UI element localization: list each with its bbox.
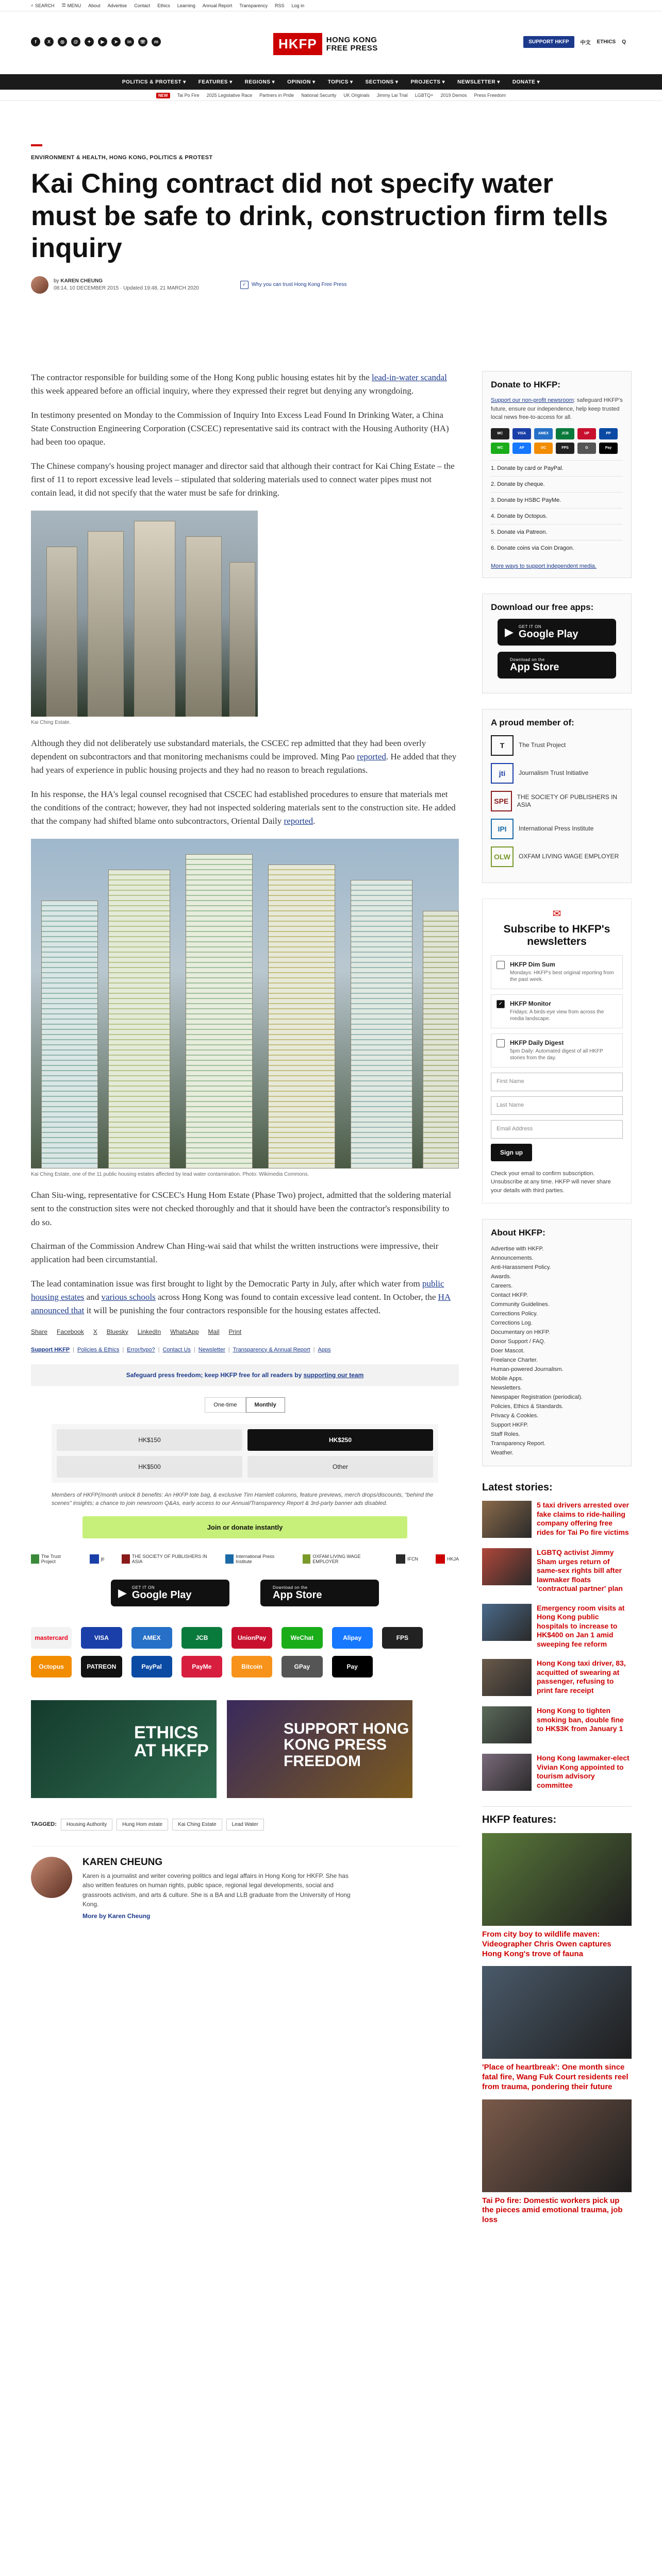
newsletter-desc: Mondays: HKFP's best original reporting from the past week. [510,970,614,982]
threads-icon[interactable]: @ [71,37,80,46]
about-link[interactable]: Privacy & Cookies. [491,1413,539,1419]
feature-image [482,2099,632,2192]
trust-logo[interactable]: jti [90,1554,105,1564]
newsletter-option[interactable] [491,1033,623,1067]
trending-item[interactable]: 2025 Legislative Race [206,93,253,98]
donate-method-link[interactable]: 6. Donate coins via Coin Dragon. [491,540,623,556]
search-icon: ⌕ [31,3,34,8]
share-link[interactable]: X [93,1328,97,1335]
nav-item[interactable]: POLITICS & PROTEST ▾ [122,79,186,85]
member-benefits: Members of HKFP(/month unlock 8 benefits: An HKFP tote bag, & exclusive Tim Hamlett columns, feature previews, merch drops/discounts, "behind the scenes" insights; a chance to join newsroom Q&As, early access to our Annual/Transparency Report & 3rd-party banner ads disabled. [52,1492,434,1507]
support-newsroom-link[interactable]: Support our non-profit newsroom [491,397,574,403]
support-link[interactable]: Policies & Ethics [77,1346,120,1353]
kicker-bar [31,144,42,146]
nav-item[interactable]: OPINION ▾ [287,79,316,85]
mingpao-link[interactable]: reported [357,752,386,762]
about-link[interactable]: About [88,3,101,8]
about-box [482,1219,632,1466]
header-search-icon[interactable]: Q [622,39,626,45]
x-icon[interactable]: X [44,37,54,46]
signup-button[interactable]: Sign up [491,1144,532,1161]
latest-thumbnail [482,1548,532,1585]
photo-kai-ching-estate [31,511,258,717]
tag-link[interactable]: Hung Hom estate [117,1819,168,1831]
trending-item[interactable]: LGBTQ+ [415,93,434,98]
about-link[interactable]: Advertise with HKFP. [491,1246,544,1252]
trust-icon: ✓ [240,281,249,289]
features-box [482,1806,632,2225]
gpay-icon: G [577,443,596,454]
newsletter-checkbox[interactable] [496,961,505,969]
member-logo: SPE [491,791,512,811]
latest-thumbnail [482,1706,532,1743]
contact-link[interactable]: Contact [134,3,151,8]
trust-logo-mark [396,1554,405,1564]
feature-image [482,1966,632,2059]
latest-story[interactable] [482,1754,632,1791]
latest-headline: Emergency room visits at Hong Kong public hospitals to increase to HK$400 on Jan 1 amid sweeping fee reform [537,1603,625,1648]
latest-story[interactable] [482,1501,632,1538]
amount-option-selected[interactable]: HK$250 [247,1429,433,1451]
join-donate-button[interactable]: Join or donate instantly [82,1516,407,1538]
about-link[interactable]: Doer Mascot. [491,1348,525,1354]
about-link[interactable]: Awards. [491,1274,511,1280]
newsletter-desc: 5pm Daily: Automated digest of all HKFP stories from the day. [510,1048,603,1061]
trust-logo-mark [225,1554,234,1564]
first-name-field[interactable]: First Name [491,1073,623,1091]
author-avatar[interactable] [31,276,48,294]
latest-story[interactable] [482,1604,632,1649]
tag-link[interactable]: Kai Ching Estate [172,1819,222,1831]
newsletter-note: Check your email to confirm subscription. Unsubscribe at any time. HKFP will never share your details with third parties. [491,1170,611,1194]
ethics-header-link[interactable]: ETHICS [597,39,616,45]
payment-logo: UnionPay [231,1627,272,1649]
about-link[interactable]: Weather. [491,1450,514,1456]
nav-item[interactable]: DONATE ▾ [512,79,540,85]
trending-item[interactable]: Jimmy Lai Trial [376,93,408,98]
about-link[interactable]: Documentary on HKFP. [491,1329,550,1335]
payment-logo: mastercard [31,1627,72,1649]
supporting-team-link[interactable]: supporting our team [303,1371,364,1379]
author-photo[interactable] [31,1857,72,1898]
trending-item[interactable]: Partners in Pride [259,93,294,98]
amount-other[interactable]: Other [247,1456,433,1478]
payment-logo: Bitcoin [231,1656,272,1677]
photo-caption: Kai Ching Estate. [31,719,71,725]
trust-logo[interactable]: International Press Institute [225,1554,285,1564]
latest-headline: 5 taxi drivers arrested over fake claims to ride-hailing company offering free rides for Tai Po fire victims [537,1501,629,1536]
youtube-icon[interactable]: ▶ [98,37,107,46]
share-link[interactable]: LinkedIn [137,1328,161,1335]
about-link[interactable]: Freelance Charter. [491,1357,538,1363]
latest-story[interactable] [482,1548,632,1594]
trending-nav [0,90,662,101]
learning-link[interactable]: Learning [177,3,195,8]
newsletter-title: Subscribe to HKFP's newsletters [503,923,610,947]
paragraph: Although they did not deliberately use substandard materials, the CSCEC rep admitted that they had been overly dependent on subcontractors and that monitoring mechanisms could be improved. Ming Pao reported. He added that they had years of experience in public housing projects and they had no reason to breach regulations. [31,738,457,775]
share-link[interactable]: Mail [208,1328,220,1335]
support-link[interactable]: Apps [318,1346,331,1353]
google-play-badge[interactable]: ▶ GET IT ON Google Play [111,1580,229,1606]
rss-link[interactable]: RSS [275,3,285,8]
support-link[interactable]: Newsletter [198,1346,225,1353]
share-link[interactable]: Bluesky [106,1328,128,1335]
newsletter-title: HKFP Dim Sum [510,960,555,968]
payment-logo: FPS [382,1627,423,1649]
about-link[interactable]: Corrections Policy. [491,1311,538,1317]
paypal-icon: PP [599,428,618,439]
paragraph: Chairman of the Commission Andrew Chan Hing-wai said that whilst the written instructions were impressive, their application had been circumstantial. [31,1241,439,1265]
paragraph: In testimony presented on Monday to the Commission of Inquiry Into Excess Lead Found In Drinking Water, a China State Construction Engineering Corporation (CSCEC) representative said its contract with the Housing Authority (HA) had been too opaque. [31,410,449,447]
member-logo: jti [491,763,514,784]
nav-item[interactable]: PROJECTS ▾ [410,79,445,85]
article-category[interactable]: ENVIRONMENT & HEALTH, HONG KONG, POLITICS & PROTEST [31,155,213,161]
byline: by KAREN CHEUNG 08:14, 10 DECEMBER 2015 · Updated 19:48, 21 MARCH 2020 ✓ Why you can trust Hong Kong Free Press [31,276,629,294]
member-name: THE SOCIETY OF PUBLISHERS IN ASIA [517,793,618,808]
login-link[interactable]: Log in [291,3,305,8]
wechat-icon: WC [491,443,509,454]
payment-logo: PATREON [81,1656,122,1677]
paragraph: Chan Siu-wing, representative for CSCEC's Hung Hom Estate (Phase Two) project, admitted that the soldering material sent to the construction sites were not checked thoroughly and that it should have been the contractor's responsibility to do so. [31,1190,452,1227]
oriental-daily-link[interactable]: reported [284,816,313,826]
payment-methods [31,1627,423,1677]
newsletter-box [482,899,632,1204]
member-logo: OLW [491,846,514,867]
tag-link[interactable]: Housing Authority [61,1819,112,1831]
apps-title: Download our free apps: [491,602,594,612]
last-name-field[interactable]: Last Name [491,1096,623,1115]
payment-logo: Octopus [31,1656,72,1677]
article-title: Kai Ching contract did not specify water must be safe to drink, construction firm tells inquiry [31,168,608,264]
about-link[interactable]: Mobile Apps. [491,1376,523,1382]
tag-list [31,1819,459,1831]
social-links [31,37,161,46]
alipay-icon: AP [512,443,531,454]
nav-item[interactable]: FEATURES ▾ [198,79,233,85]
separator: | [228,1346,230,1353]
member-name: Journalism Trust Initiative [519,769,589,777]
member-org[interactable] [491,846,623,867]
author-box [31,1846,459,1920]
paragraph: The contractor responsible for building some of the Hong Kong public housing estates hit by the lead-in-water scandal this week appeared before an official inquiry, where they expressed their regret but denying any wrongdoing. [31,372,447,396]
donate-method-link[interactable]: 2. Donate by cheque. [491,476,623,492]
trending-item[interactable]: UK Originals [343,93,370,98]
latest-story[interactable] [482,1706,632,1743]
about-link[interactable]: Policies, Ethics & Standards. [491,1403,564,1410]
annual-report-link[interactable]: Annual Report [202,3,233,8]
safeguard-banner: Safeguard press freedom; keep HKFP free for all readers by supporting our team [31,1364,459,1386]
donate-method-link[interactable]: 4. Donate by Octopus. [491,508,623,524]
latest-thumbnail [482,1604,532,1641]
separator: | [313,1346,315,1353]
about-link[interactable]: Careers. [491,1283,513,1289]
linkedin-icon[interactable]: in [125,37,134,46]
amex-icon: AMEX [534,428,553,439]
about-link[interactable]: Donor Support / FAQ. [491,1338,545,1345]
latest-headline: Hong Kong lawmaker-elect Vivian Kong appointed to tourism advisory committee [537,1754,630,1789]
about-link[interactable]: Support HKFP. [491,1422,528,1428]
trending-item[interactable]: 2019 Demos [440,93,467,98]
donate-method-link[interactable]: 1. Donate by card or PayPal. [491,460,623,476]
app-store-badge[interactable]: Download on the App Store [498,652,616,679]
paragraph: In his response, the HA's legal counsel recognised that CSCEC had established procedures to ensure that materials met the conditions of the contract; however, they had not inspected soldering materials sent to the construction site. He added that the company had shifted blame onto subcontractors, Oriental Daily reported. [31,789,456,826]
site-logo[interactable] [273,33,378,55]
trust-logo-mark [122,1554,130,1564]
member-name: International Press Institute [519,825,594,833]
feature-image [482,1833,632,1926]
whatsapp-icon[interactable]: ☏ [138,37,147,46]
feature-story[interactable] [482,1966,632,2092]
trending-item[interactable]: Press Freedom [474,93,506,98]
lead-scandal-link[interactable]: lead-in-water scandal [371,372,447,382]
transparency-link[interactable]: Transparency [239,3,268,8]
freq-one-time[interactable]: One-time [205,1397,245,1413]
apps-box [482,594,632,693]
advertise-link[interactable]: Advertise [107,3,127,8]
freq-monthly[interactable]: Monthly [246,1397,285,1413]
donate-text: Support our non-profit newsroom: safeguard HKFP's future, ensure our independence, help keep trusted local news free-to-access for all. [491,397,623,420]
payment-logo: Pay [332,1656,373,1677]
unionpay-icon: UP [577,428,596,439]
main-nav [0,74,662,90]
ethics-banner[interactable]: ETHICS AT HKFP [31,1700,217,1798]
article-header [31,144,629,294]
newsletter-title: HKFP Daily Digest [510,1039,564,1046]
member-org[interactable] [491,791,623,811]
support-hkfp-button[interactable]: SUPPORT HKFP [523,36,574,48]
article-body [31,371,459,1920]
payment-logo: Alipay [332,1627,373,1649]
about-link[interactable]: Announcements. [491,1255,534,1261]
trending-item[interactable]: National Security [301,93,337,98]
visa-icon: VISA [512,428,531,439]
lang-zh-link[interactable]: 中文 [580,40,591,46]
about-link[interactable]: Corrections Log. [491,1320,533,1326]
donate-box [482,371,632,578]
google-play-badge[interactable]: ▶ GET IT ON Google Play [498,619,616,646]
about-link[interactable]: Contact HKFP. [491,1292,528,1298]
instagram-icon[interactable]: ◎ [58,37,67,46]
logo-wordmark: HONG KONG FREE PRESS [326,35,378,53]
member-logo: IPI [491,819,514,839]
newsletter-desc: Fridays: A birds-eye view from across the media landscape. [510,1009,604,1022]
photo-caption: Kai Ching Estate, one of the 11 public housing estates affected by lead water contamination. Photo: Wikimedia Commons. [31,1171,309,1177]
separator: | [122,1346,124,1353]
support-link[interactable]: Error/typo? [127,1346,155,1353]
payment-logo: VISA [81,1627,122,1649]
octopus-icon: OC [534,443,553,454]
google-play-icon: ▶ [505,625,514,638]
frequency-toggle [31,1397,459,1413]
ethics-link[interactable]: Ethics [157,3,170,8]
share-link[interactable]: Print [228,1328,242,1335]
trust-logo[interactable]: OXFAM LIVING WAGE EMPLOYER [303,1554,378,1564]
support-press-freedom-banner[interactable]: SUPPORT HONG KONG PRESS FREEDOM [227,1700,412,1798]
about-link[interactable]: Community Guidelines. [491,1301,550,1308]
feature-headline: From city boy to wildlife maven: Videographer Chris Owen captures Hong Kong's trove of fauna [482,1930,611,1958]
newsletter-title: HKFP Monitor [510,999,551,1007]
member-name: The Trust Project [519,741,566,749]
telegram-icon[interactable]: ➤ [111,37,121,46]
nav-item[interactable]: TOPICS ▾ [327,79,353,85]
utility-bar [0,0,662,11]
features-title: HKFP features: [482,1806,632,1826]
jcb-icon: JCB [556,428,574,439]
trust-logos-row [31,1554,459,1564]
latest-thumbnail [482,1501,532,1538]
member-logo: T [491,735,514,756]
trust-logo[interactable]: THE SOCIETY OF PUBLISHERS IN ASIA [122,1554,208,1564]
payment-logo: PayMe [181,1656,222,1677]
article-dateline: 08:14, 10 DECEMBER 2015 · Updated 19:48, 21 MARCH 2020 [54,285,199,292]
promo-banners [31,1700,459,1798]
newsletter-option[interactable] [491,994,623,1028]
more-by-author-link[interactable]: More by Karen Cheung [82,1912,151,1920]
applepay-icon: Pay [599,443,618,454]
latest-title: Latest stories: [482,1482,553,1493]
tagged-label: TAGGED: [31,1821,57,1828]
about-link[interactable]: Anti-Harassment Policy. [491,1264,551,1270]
member-box [482,709,632,883]
share-link[interactable]: Facebook [57,1328,84,1335]
feature-headline: 'Place of heartbreak': One month since fatal fire, Wang Fuk Court residents reel from trauma, pondering their future [482,2063,628,2091]
payment-logo: PayPal [131,1656,172,1677]
nav-item[interactable]: SECTIONS ▾ [365,79,399,85]
support-link[interactable]: Transparency & Annual Report [233,1346,310,1353]
payment-logo: JCB [181,1627,222,1649]
sidebar [482,371,632,2225]
email-field[interactable]: Email Address [491,1120,623,1139]
apps-row [31,1580,459,1606]
member-org[interactable] [491,763,623,784]
trust-logo-mark [90,1554,99,1564]
latest-thumbnail [482,1659,532,1696]
payment-logo: GPay [282,1656,322,1677]
app-store-badge[interactable]: Download on the App Store [260,1580,379,1606]
menu-link[interactable]: ☰ MENU [61,3,81,8]
nav-item[interactable]: NEWSLETTER ▾ [457,79,500,85]
about-link[interactable]: Newsletters. [491,1385,522,1391]
separator: | [158,1346,160,1353]
logo-mark: HKFP [273,33,322,55]
payment-logo: WeChat [282,1627,322,1649]
support-link[interactable]: Contact Us [162,1346,191,1353]
share-label: Share [31,1328,48,1335]
tag-link[interactable]: Lead Water [226,1819,264,1831]
share-links [31,1328,459,1335]
author-bio: Karen is a journalist and writer covering politics and legal affairs in Hong Kong for HKFP. She has also written features on human rights, public space, regional legal developments, social and grassroots activism, and arts & culture. She is a BA and LLB graduate from the University of Hong Kong. [82,1872,351,1908]
amount-option[interactable]: HK$500 [57,1456,242,1478]
menu-icon: ☰ [61,3,66,8]
trending-item[interactable]: Tai Po Fire [177,93,200,98]
about-link[interactable]: Staff Roles. [491,1431,520,1437]
google-play-icon: ▶ [118,1586,127,1599]
mastercard-icon: MC [491,428,509,439]
donate-title: Donate to HKFP: [491,380,561,389]
newsletter-checkbox[interactable]: ✓ [496,1000,505,1008]
about-title: About HKFP: [491,1228,545,1238]
feature-headline: Tai Po fire: Domestic workers pick up the pieces amid emotional trauma, job loss [482,2196,623,2224]
latest-headline: LGBTQ activist Jimmy Sham urges return of same-sex rights bill after lawmaker floats 'contractual partner' plan [537,1548,623,1592]
member-org[interactable] [491,819,623,839]
ha-announcement-link[interactable]: HA announced that [31,1292,451,1316]
search-link[interactable]: ⌕ SEARCH [31,3,55,8]
paragraph: The lead contamination issue was first brought to light by the Democratic Party in July, after which water from public housing estates and various schools across Hong Kong was found to contain excessive lead content. In October, the HA announced that it will be punishing the four contractors responsible for the housing estates affected. [31,1278,451,1316]
trust-logo[interactable]: HKJA [436,1554,459,1564]
payment-logo: AMEX [131,1627,172,1649]
envelope-icon: ✉ [552,908,561,920]
support-link[interactable]: Support HKFP [31,1346,70,1353]
about-link[interactable]: Human-powered Journalism. [491,1366,564,1372]
donate-payment-icons [491,428,623,454]
facebook-icon[interactable]: f [31,37,40,46]
new-badge: NEW [156,93,170,98]
photo-kai-ching-estate-wide [31,839,459,1168]
mastodon-icon[interactable]: m [152,37,161,46]
latest-headline: Hong Kong to tighten smoking ban, double fine to HK$3K from January 1 [537,1706,624,1733]
latest-box [482,1482,632,1791]
more-ways-link[interactable]: More ways to support independent media. [491,563,597,569]
donate-method-link[interactable]: 5. Donate via Patreon. [491,524,623,540]
trust-logo-mark [436,1554,445,1564]
member-name: OXFAM LIVING WAGE EMPLOYER [519,853,619,860]
author-name[interactable]: KAREN CHEUNG [82,1856,163,1868]
amount-grid [52,1424,438,1483]
latest-thumbnail [482,1754,532,1791]
author-link[interactable]: KAREN CHEUNG [60,278,103,284]
separator: | [193,1346,195,1353]
about-link[interactable]: Transparency Report. [491,1440,545,1447]
latest-headline: Hong Kong taxi driver, 83, acquitted of swearing at passenger, refusing to print fare receipt [537,1659,626,1694]
separator: | [73,1346,75,1353]
feature-story[interactable] [482,2099,632,2225]
schools-link[interactable]: various schools [101,1292,156,1302]
trust-logo[interactable]: IFCN [396,1554,418,1564]
trust-logo[interactable]: The Trust Project [31,1554,72,1564]
newsletter-option[interactable] [491,955,623,989]
support-links [31,1347,459,1353]
newsletter-checkbox[interactable] [496,1039,505,1047]
trust-logo-mark [31,1554,39,1564]
donate-method-link[interactable]: 3. Donate by HSBC PayMe. [491,492,623,508]
fps-icon: FPS [556,443,574,454]
housing-estates-link[interactable]: public housing estates [31,1278,444,1302]
trust-logo-mark [303,1554,311,1564]
bluesky-icon[interactable]: ✦ [85,37,94,46]
amount-option[interactable]: HK$150 [57,1429,242,1451]
about-link[interactable]: Newspaper Registration (periodical). [491,1394,583,1400]
nav-item[interactable]: REGIONS ▾ [244,79,275,85]
trust-link[interactable]: ✓ Why you can trust Hong Kong Free Press [240,281,347,289]
paragraph: The Chinese company's housing project manager and director said that although their contract for Kai Ching Estate – the first of 11 to report excessive lead levels – stipulated that soldering materials used to connect water pipes must not contain lead, it did not specify that the water must be safe for drinking. [31,461,455,498]
share-link[interactable]: WhatsApp [170,1328,199,1335]
member-org[interactable] [491,735,623,756]
site-header [0,11,662,74]
latest-story[interactable] [482,1659,632,1696]
member-title: A proud member of: [491,717,574,727]
feature-story[interactable] [482,1833,632,1959]
